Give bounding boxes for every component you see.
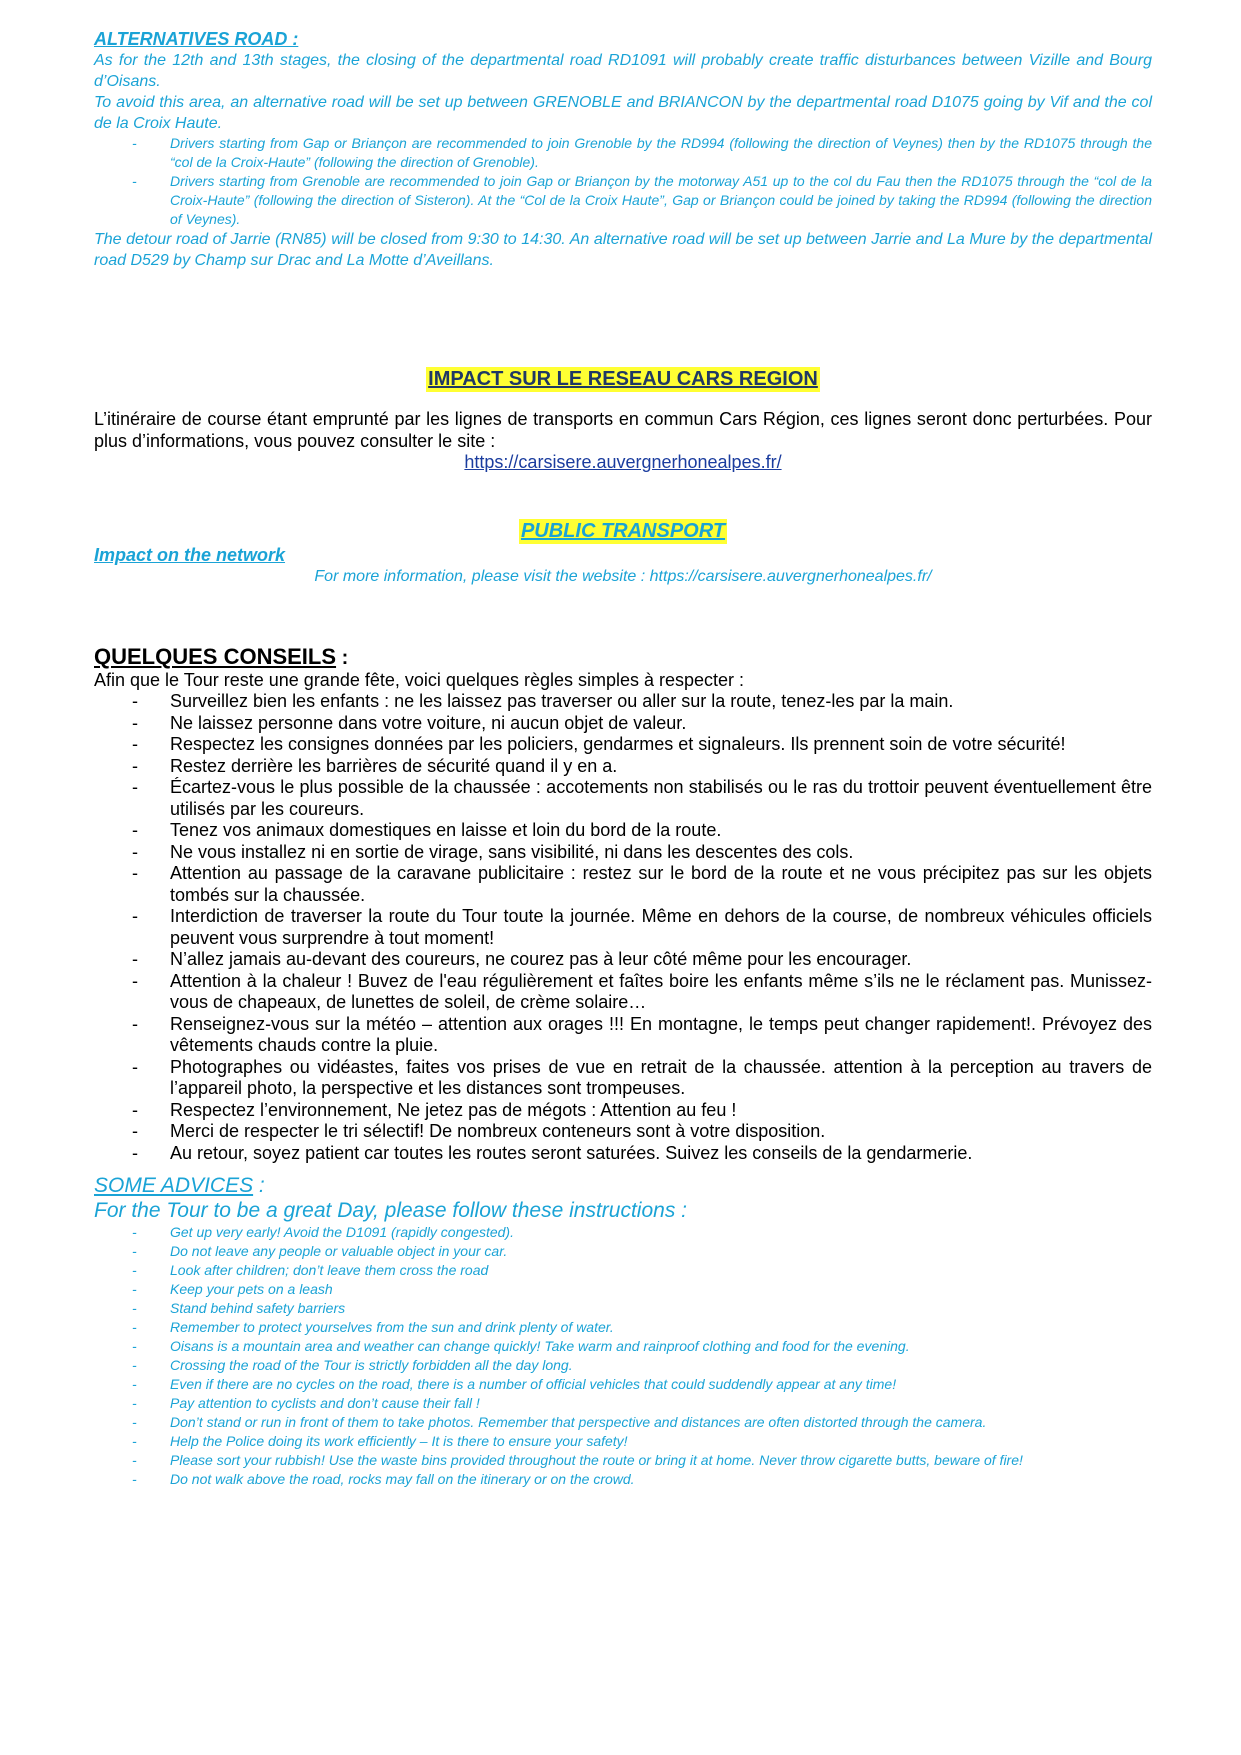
list-item-text: Ne laissez personne dans votre voiture, ni aucun objet de valeur. bbox=[170, 712, 687, 733]
list-item-text: Get up very early! Avoid the D1091 (rapidly congested). bbox=[170, 1224, 514, 1240]
list-item-text: Attention à la chaleur ! Buvez de l'eau régulièrement et faîtes boire les enfants même s’ils ne le réclament pas. Munissez-vous de chapeaux, de lunettes de soleil, de crème solaire… bbox=[170, 970, 1152, 1012]
list-item bbox=[94, 842, 1152, 864]
list-item-text: Restez derrière les barrières de sécurité quand il y en a. bbox=[170, 755, 618, 776]
list-dash: - bbox=[132, 1099, 138, 1120]
impact-text: L’itinéraire de course étant emprunté par les lignes de transports en commun Cars Région, ces lignes seront donc perturbées. Pour plus d’informations, vous pouvez consulter le site : bbox=[94, 409, 1152, 451]
public-transport-title: PUBLIC TRANSPORT bbox=[520, 520, 726, 542]
list-item bbox=[94, 1100, 1152, 1122]
list-item-text: Oisans is a mountain area and weather can change quickly! Take warm and rainproof clothing and food for the evening. bbox=[170, 1338, 910, 1354]
list-item-text: Crossing the road of the Tour is strictly forbidden all the day long. bbox=[170, 1357, 573, 1373]
list-item bbox=[94, 949, 1152, 971]
list-dash: - bbox=[132, 1433, 137, 1449]
carsisere-link[interactable]: https://carsisere.auvergnerhonealpes.fr/ bbox=[464, 452, 782, 472]
list-dash: - bbox=[132, 1243, 137, 1259]
alternatives-road-list bbox=[94, 134, 1152, 229]
list-item-text: N’allez jamais au-devant des coureurs, ne courez pas à leur côté même pour les encourager. bbox=[170, 949, 912, 969]
conseils-colon: : bbox=[336, 647, 349, 669]
list-item-text: Pay attention to cyclists and don’t cause their fall ! bbox=[170, 1395, 480, 1411]
list-dash: - bbox=[132, 1452, 137, 1468]
list-item bbox=[94, 1299, 1152, 1318]
list-item-text: Photographes ou vidéastes, faites vos prises de vue en retrait de la chaussée. attention à la perception au travers de l’appareil photo, la perspective et les distances sont trompeuses. bbox=[170, 1056, 1152, 1098]
list-item-text: Even if there are no cycles on the road, there is a number of official vehicles that could suddendly appear at any time! bbox=[170, 1376, 897, 1392]
list-dash: - bbox=[132, 1056, 138, 1077]
list-item bbox=[94, 777, 1152, 820]
list-item-text: Please sort your rubbish! Use the waste bins provided throughout the route or bring it at home. Never throw cigarette butts, beware of fire! bbox=[170, 1452, 1023, 1468]
conseils-intro: Afin que le Tour reste une grande fête, voici quelques règles simples à respecter : bbox=[94, 670, 745, 690]
list-dash: - bbox=[132, 841, 138, 862]
conseils-heading bbox=[94, 644, 1152, 670]
list-dash: - bbox=[132, 691, 138, 711]
list-item-text: Ne vous installez ni en sortie de virage, sans visibilité, ni dans les descentes des cols. bbox=[170, 841, 854, 862]
list-item bbox=[94, 1394, 1152, 1413]
list-dash: - bbox=[132, 1224, 137, 1240]
list-item-text: Renseignez-vous sur la météo – attention aux orages !!! En montagne, le temps peut changer rapidement!. Prévoyez des vêtements chauds contre la pluie. bbox=[170, 1013, 1152, 1055]
impact-link-row bbox=[94, 452, 1152, 473]
list-dash: - bbox=[132, 1121, 138, 1141]
list-dash: - bbox=[132, 1319, 137, 1335]
list-dash: - bbox=[132, 135, 137, 151]
list-dash: - bbox=[132, 777, 138, 797]
list-item bbox=[94, 1014, 1152, 1057]
alternatives-road-intro-1: As for the 12th and 13th stages, the closing of the departmental road RD1091 will probably create traffic disturbances between Vizille and Bourg d’Oisans. bbox=[94, 52, 1152, 90]
list-item-text: Surveillez bien les enfants : ne les laissez pas traverser ou aller sur la route, tenez-les par la main. bbox=[170, 691, 954, 711]
list-item-text: Attention au passage de la caravane publicitaire : restez sur le bord de la route et ne vous précipitez pas sur les objets tombés sur la chaussée. bbox=[170, 863, 1152, 905]
list-item bbox=[94, 1337, 1152, 1356]
list-dash: - bbox=[132, 1395, 137, 1411]
list-item-text: Respectez l’environnement, Ne jetez pas de mégots : Attention au feu ! bbox=[170, 1099, 737, 1120]
list-dash: - bbox=[132, 1281, 137, 1297]
list-item-text: Au retour, soyez patient car toutes les routes seront saturées. Suivez les conseils de la gendarmerie. bbox=[170, 1142, 973, 1163]
list-dash: - bbox=[132, 863, 138, 883]
list-item bbox=[94, 713, 1152, 735]
list-item bbox=[94, 1356, 1152, 1375]
list-item-text: Do not leave any people or valuable object in your car. bbox=[170, 1243, 508, 1259]
list-dash: - bbox=[132, 1013, 138, 1034]
list-item bbox=[94, 820, 1152, 842]
list-dash: - bbox=[132, 1142, 138, 1163]
advices-colon: : bbox=[253, 1174, 265, 1197]
list-item-text: Interdiction de traverser la route du Tour toute la journée. Même en dehors de la course, de nombreux véhicules officiels peuvent vous surprendre à tout moment! bbox=[170, 906, 1152, 948]
alternatives-road-section bbox=[94, 28, 1152, 271]
advices-heading bbox=[94, 1174, 1152, 1198]
list-dash: - bbox=[132, 1338, 137, 1354]
list-item bbox=[94, 134, 1152, 172]
list-item-text: Don’t stand or run in front of them to take photos. Remember that perspective and distances are often distorted through the camera. bbox=[170, 1414, 987, 1430]
list-dash: - bbox=[132, 712, 138, 733]
list-dash: - bbox=[132, 1300, 137, 1316]
list-item bbox=[94, 756, 1152, 778]
list-dash: - bbox=[132, 1471, 137, 1487]
list-item bbox=[94, 1413, 1152, 1432]
list-item bbox=[94, 906, 1152, 949]
list-item-text: Tenez vos animaux domestiques en laisse et loin du bord de la route. bbox=[170, 820, 722, 840]
list-dash: - bbox=[132, 1357, 137, 1373]
list-item bbox=[94, 172, 1152, 229]
list-dash: - bbox=[132, 734, 138, 754]
list-dash: - bbox=[132, 173, 137, 189]
list-item bbox=[94, 971, 1152, 1014]
list-item-text: Look after children; don’t leave them cross the road bbox=[170, 1262, 489, 1278]
advices-intro: For the Tour to be a great Day, please follow these instructions : bbox=[94, 1199, 687, 1222]
jarrie-detour-text: The detour road of Jarrie (RN85) will be closed from 9:30 to 14:30. An alternative road will be set up between Jarrie and La Mure by the departmental road D529 by Champ sur Drac and La Motte d’Aveillans. bbox=[94, 231, 1152, 269]
list-item-text: Merci de respecter le tri sélectif! De nombreux conteneurs sont à votre disposition. bbox=[170, 1121, 826, 1141]
list-item bbox=[94, 1318, 1152, 1337]
public-transport-info: For more information, please visit the website : https://carsisere.auvergnerhonealpes.fr/ bbox=[314, 568, 932, 585]
list-dash: - bbox=[132, 755, 138, 776]
list-item-text: Help the Police doing its work efficiently – It is there to ensure your safety! bbox=[170, 1433, 628, 1449]
list-item bbox=[94, 1242, 1152, 1261]
list-item-text: Drivers starting from Grenoble are recommended to join Gap or Briançon by the motorway A51 up to the col du Fau then the RD1075 through the “col de la Croix-Haute” (following the direction of Sisteron). At the “Col de la Croix Haute”, Gap or Briançon could be joined by taking the RD994 (following the direction of Veynes). bbox=[170, 173, 1152, 227]
list-item-text: Keep your pets on a leash bbox=[170, 1281, 333, 1297]
list-item bbox=[94, 1223, 1152, 1242]
list-item-text: Do not walk above the road, rocks may fall on the itinerary or on the crowd. bbox=[170, 1471, 635, 1487]
list-item bbox=[94, 1121, 1152, 1143]
list-dash: - bbox=[132, 970, 138, 991]
list-item bbox=[94, 1143, 1152, 1165]
alternatives-road-intro-2: To avoid this area, an alternative road will be set up between GRENOBLE and BRIANCON by the departmental road D1075 going by Vif and the col de la Croix Haute. bbox=[94, 94, 1152, 132]
list-item bbox=[94, 1451, 1152, 1470]
document-page bbox=[94, 28, 1152, 1489]
list-item bbox=[94, 1470, 1152, 1489]
public-transport-subtitle: Impact on the network bbox=[94, 545, 286, 565]
list-item bbox=[94, 1432, 1152, 1451]
alternatives-road-title: ALTERNATIVES ROAD : bbox=[94, 29, 299, 49]
list-item-text: Respectez les consignes données par les policiers, gendarmes et signaleurs. Ils prennent soin de votre sécurité! bbox=[170, 734, 1066, 754]
list-item bbox=[94, 1280, 1152, 1299]
advices-title: SOME ADVICES bbox=[94, 1174, 254, 1197]
impact-title: IMPACT SUR LE RESEAU CARS REGION bbox=[428, 368, 818, 390]
list-dash: - bbox=[132, 906, 138, 926]
list-item bbox=[94, 863, 1152, 906]
advices-list bbox=[94, 1223, 1152, 1489]
list-dash: - bbox=[132, 820, 138, 840]
list-item bbox=[94, 1261, 1152, 1280]
list-item-text: Drivers starting from Gap or Briançon are recommended to join Grenoble by the RD994 (following the direction of Veynes) then by the RD1075 through the “col de la Croix-Haute” (following the direction of Grenoble). bbox=[170, 135, 1152, 170]
impact-section-heading bbox=[94, 367, 1152, 392]
conseils-title: QUELQUES CONSEILS bbox=[94, 644, 337, 669]
list-item bbox=[94, 734, 1152, 756]
list-dash: - bbox=[132, 1414, 137, 1430]
conseils-list bbox=[94, 691, 1152, 1164]
list-item-text: Remember to protect yourselves from the sun and drink plenty of water. bbox=[170, 1319, 614, 1335]
list-item-text: Stand behind safety barriers bbox=[170, 1300, 346, 1316]
list-item bbox=[94, 1057, 1152, 1100]
list-item bbox=[94, 1375, 1152, 1394]
list-dash: - bbox=[132, 1376, 137, 1392]
public-transport-heading bbox=[94, 519, 1152, 544]
list-item bbox=[94, 691, 1152, 713]
list-dash: - bbox=[132, 949, 138, 969]
list-dash: - bbox=[132, 1262, 137, 1278]
list-item-text: Écartez-vous le plus possible de la chaussée : accotements non stabilisés ou le ras du trottoir peuvent éventuellement être utilisés par les coureurs. bbox=[170, 777, 1152, 819]
